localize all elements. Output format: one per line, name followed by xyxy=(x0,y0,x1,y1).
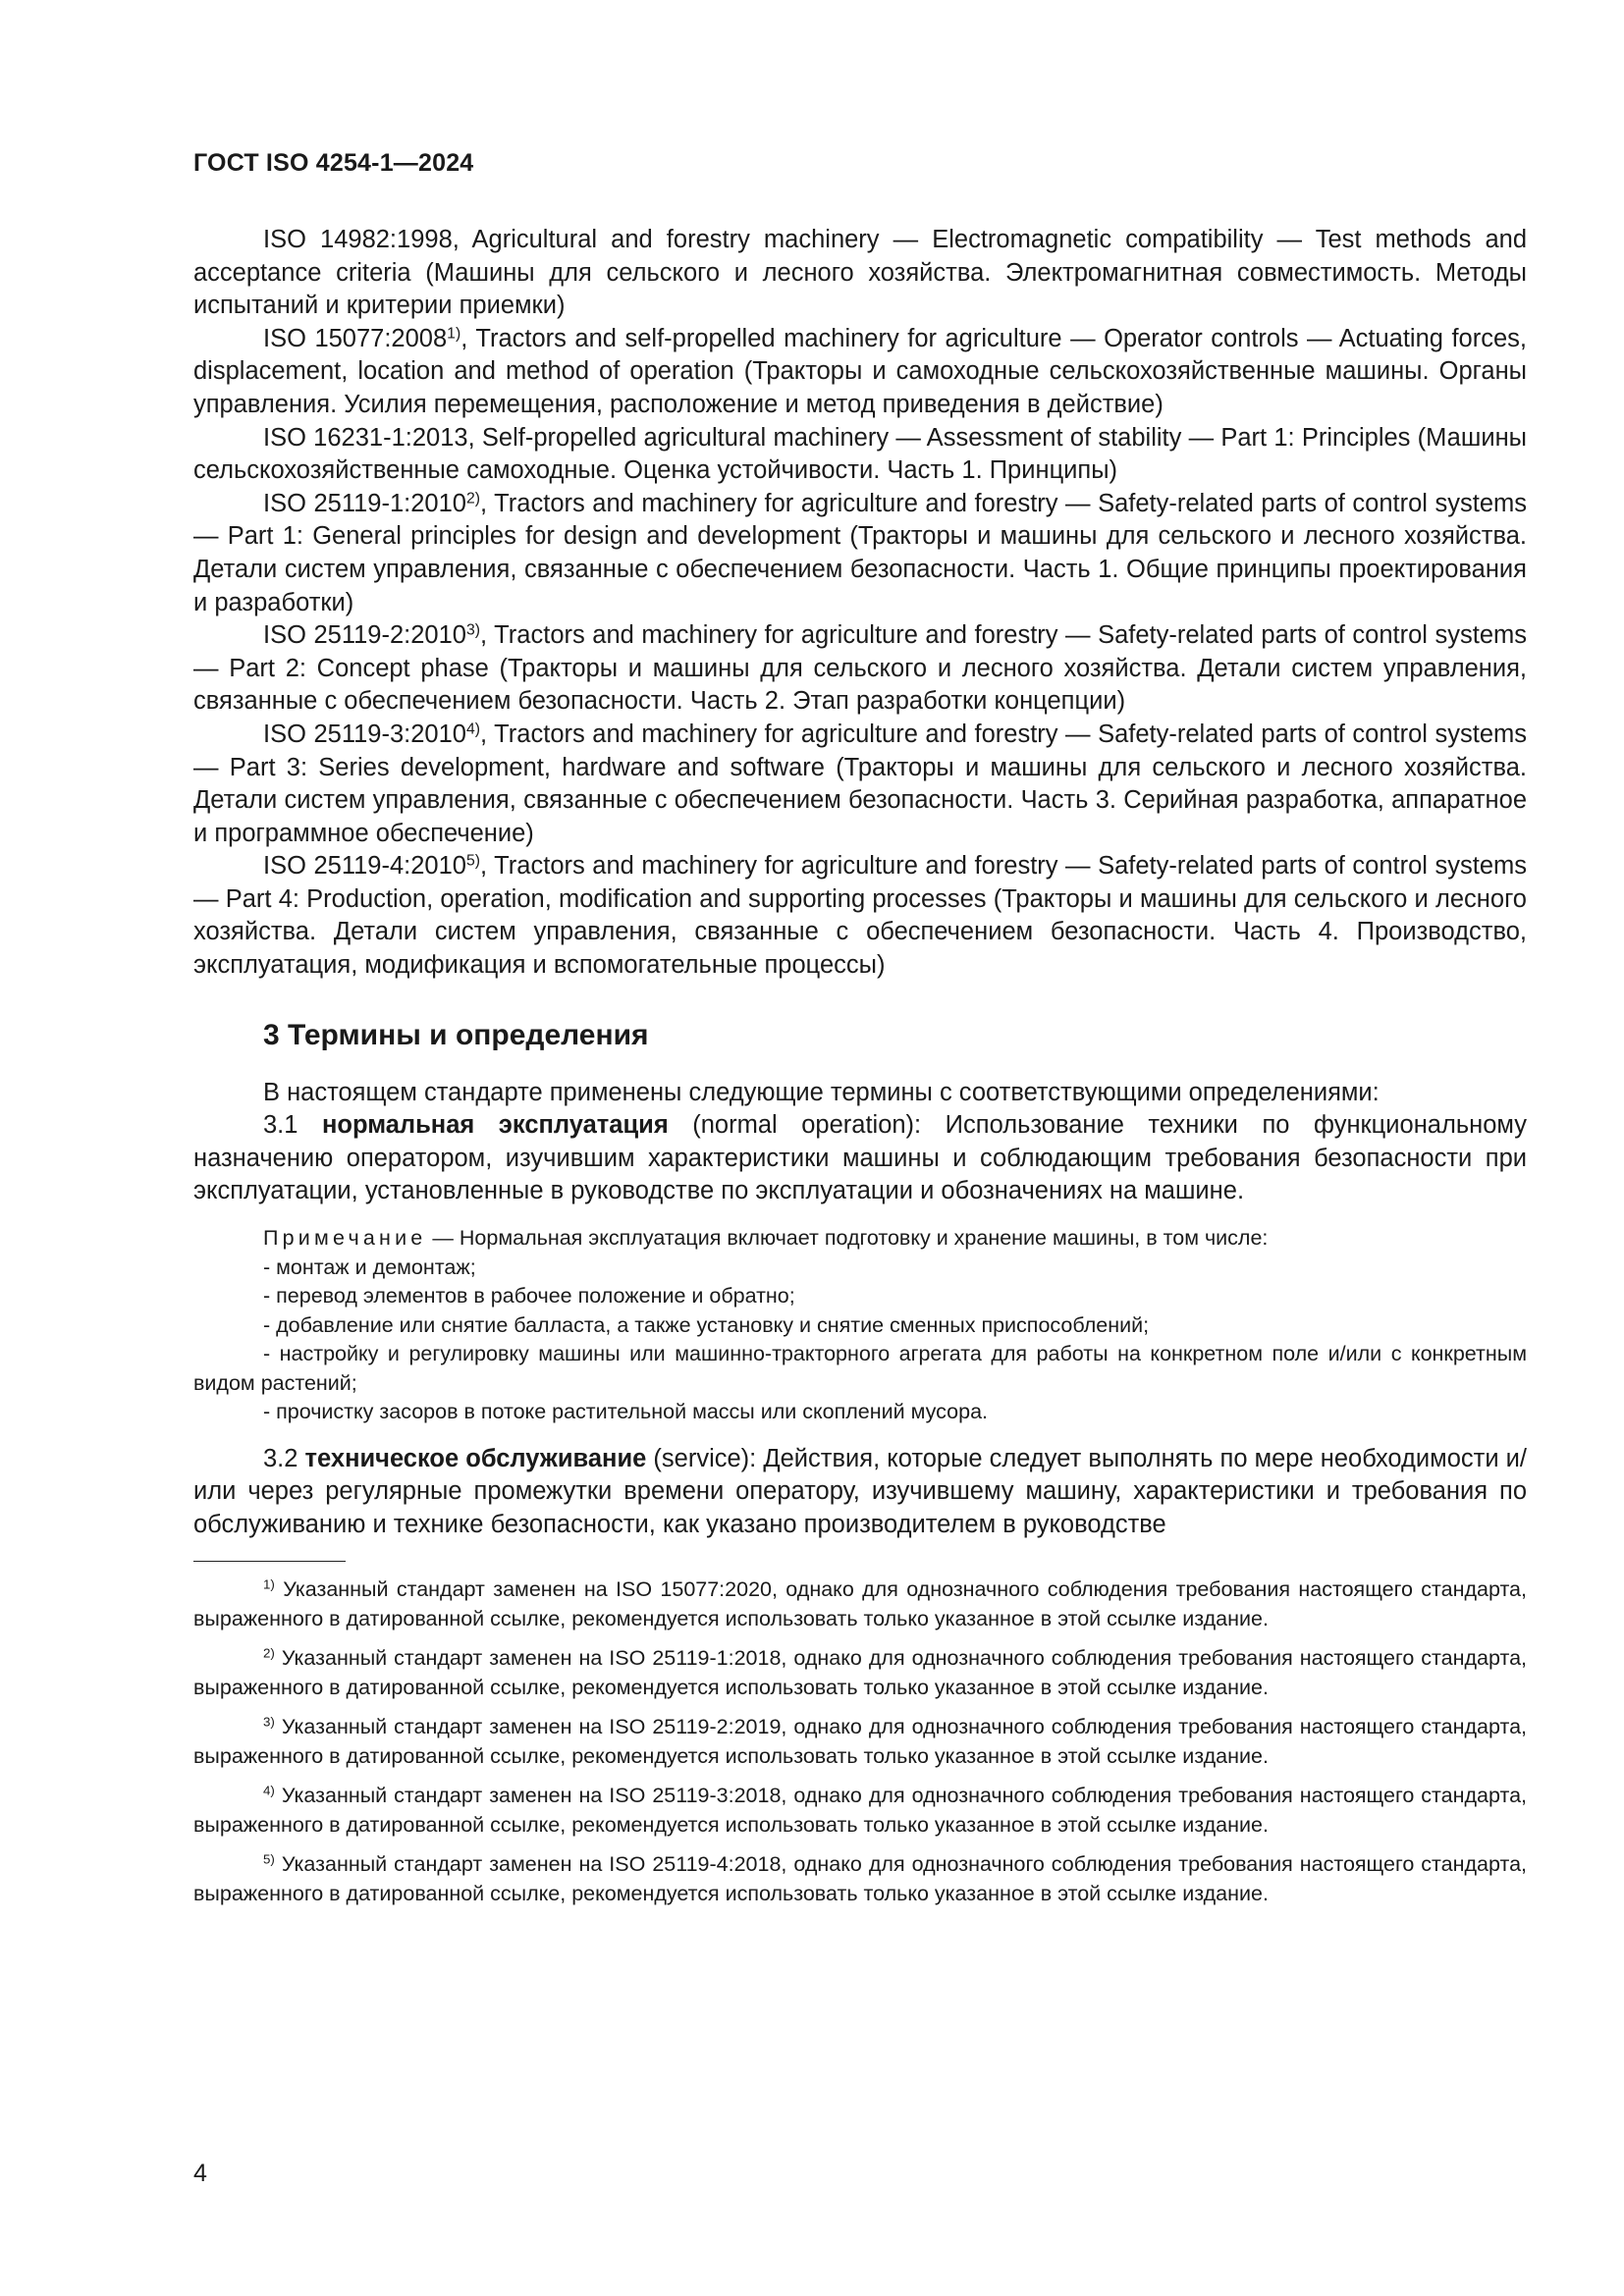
term-number: 3.2 xyxy=(263,1444,305,1472)
reference-designation: ISO 16231-1:2013 xyxy=(263,423,468,452)
term-number: 3.1 xyxy=(263,1111,322,1140)
reference-item xyxy=(193,619,1527,719)
reference-text: , Self-propelled agricultural machinery — Assessment of stability — Part 1: Principles (Машины сельскохозяйственные самоходные. Оценка устойчивости. Часть 1. Принципы) xyxy=(193,423,1527,485)
term-name: нормальная эксплуатация xyxy=(322,1111,669,1140)
reference-text: , Agricultural and forestry machinery — Electromagnetic compatibility — Test methods and acceptance criteria (Машины для сельского и лесного хозяйства. Электромагнитная совместимость. Методы испытаний и критерии приемки) xyxy=(193,226,1528,320)
footnote xyxy=(193,1644,1527,1702)
footnote-text: Указанный стандарт заменен на ISO 25119-4:2018, однако для однозначного соблюдения требования настоящего стандарта, выраженного в датированной ссылке, рекомендуется использовать только указанное в этой ссылке издание. xyxy=(193,1852,1527,1905)
term-definition xyxy=(193,1443,1527,1542)
footnote-ref: 4) xyxy=(465,721,481,738)
page-number: 4 xyxy=(193,2160,207,2187)
term-text: (service): Действия, которые следует выполнять по мере необходимости и/или через регулярные промежутки времени оператору, изучившему машину, характеристики и требования по обслуживанию и технике безопасности, как указано производителем в руководстве xyxy=(193,1444,1527,1538)
footnote-text: Указанный стандарт заменен на ISO 25119-3:2018, однако для однозначного соблюдения требования настоящего стандарта, выраженного в датированной ссылке, рекомендуется использовать только указанное в этой ссылке издание. xyxy=(193,1784,1527,1837)
footnote-ref: 3) xyxy=(465,621,481,639)
footnote xyxy=(193,1782,1527,1840)
footnote xyxy=(193,1713,1527,1771)
note-list-item: - перевод элементов в рабочее положение и обратно; xyxy=(263,1284,795,1308)
footnote-mark: 5) xyxy=(263,1851,275,1867)
reference-designation: ISO 25119-1:2010 xyxy=(263,489,466,517)
spacer xyxy=(193,1427,1527,1443)
reference-text: , Tractors and machinery for agriculture and forestry — Safety-related parts of control systems — Part 4: Production, operation, modification and supporting processes (Тракторы и машины для сельского и лесного хозяйства. Детали систем управления, связанные с обеспечением безопасности. Часть 4. Производство, эксплуатация, модификация и вспомогательные процессы) xyxy=(193,852,1527,980)
note-text: — Нормальная эксплуатация включает подготовку и хранение машины, в том числе: xyxy=(426,1226,1269,1251)
section-intro: В настоящем стандарте применены следующие термины с соответствующими определениями: xyxy=(263,1078,1380,1106)
reference-text: , Tractors and machinery for agriculture and forestry — Safety-related parts of control systems — Part 2: Concept phase (Тракторы и машины для сельского и лесного хозяйства. Детали систем управления, связанные с обеспечением безопасности. Часть 2. Этап разработки концепции) xyxy=(193,621,1527,716)
reference-item xyxy=(193,719,1527,850)
reference-text: , Tractors and machinery for agriculture and forestry — Safety-related parts of control systems — Part 1: General principles for design and development (Тракторы и машины для сельского и лесного хозяйства. Детали систем управления, связанные с обеспечением безопасности. Часть 1. Общие принципы проектирования и разработки) xyxy=(193,489,1527,616)
note-list-item: - добавление или снятие балласта, а также установку и снятие сменных приспособлений; xyxy=(263,1312,1150,1337)
section-title: 3 Термины и определения xyxy=(263,1018,649,1051)
reference-designation: ISO 15077:2008 xyxy=(263,324,448,352)
footnote-ref: 2) xyxy=(465,490,481,507)
reference-item xyxy=(193,224,1527,323)
note-list-item: - настройку и регулировку машины или машинно-тракторного агрегата для работы на конкретном поле и/или с конкретным видом растений; xyxy=(193,1342,1527,1395)
note-list-item: - прочистку засоров в потоке растительной массы или скоплений мусора. xyxy=(263,1400,989,1424)
reference-designation: ISO 25119-2:2010 xyxy=(263,621,466,650)
footnote-ref: 1) xyxy=(447,325,461,343)
footnote xyxy=(193,1575,1527,1633)
reference-item xyxy=(193,422,1527,488)
term-definition xyxy=(193,1109,1527,1208)
page-content xyxy=(193,224,1527,1919)
footnote-mark: 4) xyxy=(263,1783,275,1798)
reference-item xyxy=(193,850,1527,982)
footnote xyxy=(193,1850,1527,1908)
note-label: Примечание xyxy=(263,1226,427,1251)
footnote-mark: 1) xyxy=(263,1576,275,1592)
footnote-text: Указанный стандарт заменен на ISO 25119-1:2018, однако для однозначного соблюдения требования настоящего стандарта, выраженного в датированной ссылке, рекомендуется использовать только указанное в этой ссылке издание. xyxy=(193,1646,1527,1699)
reference-text: , Tractors and self-propelled machinery for agriculture — Operator controls — Actuating forces, displacement, location and method of operation (Тракторы и самоходные сельскохозяйственные машины. Органы управления. Усилия перемещения, расположение и метод приведения в действие) xyxy=(193,324,1528,418)
reference-item xyxy=(193,323,1527,422)
term-text: (normal operation): Использование техники по функциональному назначению оператором, изучившим характеристики машины и соблюдающим требования безопасности при эксплуатации, установленные в руководстве по эксплуатации и обозначениях на машине. xyxy=(193,1111,1527,1205)
footnote-mark: 3) xyxy=(263,1714,275,1730)
footnote-text: Указанный стандарт заменен на ISO 15077:2020, однако для однозначного соблюдения требования настоящего стандарта, выраженного в датированной ссылке, рекомендуется использовать только указанное в этой ссылке издание. xyxy=(193,1577,1527,1630)
reference-item xyxy=(193,488,1527,619)
note-list-item: - монтаж и демонтаж; xyxy=(263,1255,476,1279)
document-header: ГОСТ ISO 4254-1—2024 xyxy=(193,149,474,177)
footnote-divider xyxy=(193,1561,346,1562)
reference-designation: ISO 14982:1998 xyxy=(263,226,453,253)
footnote-mark: 2) xyxy=(263,1645,275,1661)
reference-text: , Tractors and machinery for agriculture and forestry — Safety-related parts of control systems — Part 3: Series development, hardware and software (Тракторы и машины для сельского и лесного хозяйства. Детали систем управления, связанные с обеспечением безопасности. Часть 3. Серийная разработка, аппаратное и программное обеспечение) xyxy=(193,720,1527,847)
reference-designation: ISO 25119-4:2010 xyxy=(263,852,466,881)
footnote-ref: 5) xyxy=(465,852,481,870)
note-intro xyxy=(193,1224,1527,1254)
reference-designation: ISO 25119-3:2010 xyxy=(263,720,466,748)
term-name: техническое обслуживание xyxy=(304,1444,647,1472)
footnote-text: Указанный стандарт заменен на ISO 25119-2:2019, однако для однозначного соблюдения требования настоящего стандарта, выраженного в датированной ссылке, рекомендуется использовать только указанное в этой ссылке издание. xyxy=(193,1715,1527,1768)
